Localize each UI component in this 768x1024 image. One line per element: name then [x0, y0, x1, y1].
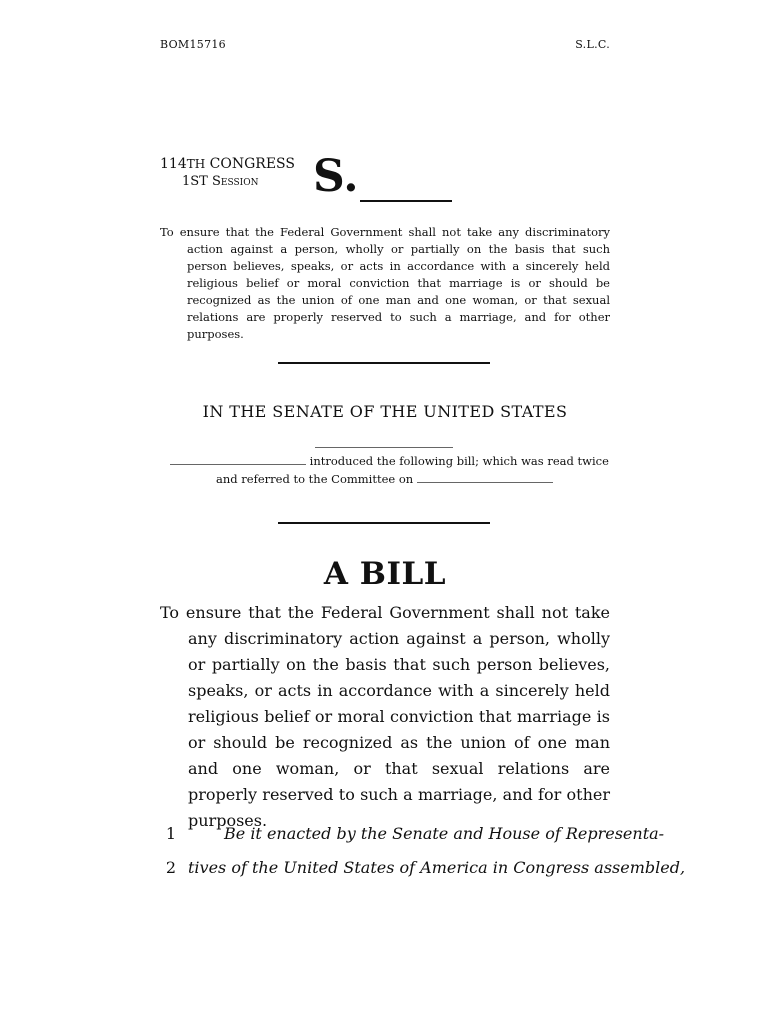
- date-blank: [315, 447, 453, 448]
- referral-text: and referred to the Committee on: [216, 472, 414, 486]
- short-purpose: To ensure that the Federal Government shall not take any discriminatory action against a person, wholly or partially on the basis that such person believes, speaks, or acts in accordance with a sincerely held religious belief or moral conviction that marriage is or should be recognized as the union of one man and one woman, or that sexual relations are properly reserved to such a marriage, and for other purposes.: [160, 225, 610, 341]
- bill-title: A BILL: [323, 556, 447, 592]
- session-number: 1: [182, 174, 191, 189]
- document-id: BOM15716: [160, 38, 226, 51]
- committee-blank: [417, 471, 553, 483]
- introduction-statement: [160, 452, 610, 488]
- congress-number: 114: [160, 156, 187, 172]
- congress-suffix: TH: [186, 157, 206, 171]
- enacting-clause-text: tives of the United States of America in Congress assembled,: [188, 858, 686, 877]
- introduction-line-1: [160, 452, 610, 470]
- congress-line: [160, 156, 295, 173]
- session-line: [160, 173, 295, 190]
- enacting-clause-text: Be it enacted by the Senate and House of Representa-: [224, 824, 665, 843]
- office-code: S.L.C.: [575, 38, 610, 51]
- sponsor-blank: [170, 453, 306, 465]
- long-purpose: To ensure that the Federal Government shall not take any discriminatory action against a person, wholly or partially on the basis that such person believes, speaks, or acts in accordance with a sincerely held religious belief or moral conviction that marriage is or should be recognized as the union of one man and one woman, or that sexual relations are properly reserved to such a marriage, and for other purposes.: [160, 603, 610, 830]
- congress-session-block: [160, 156, 295, 190]
- introduction-text: introduced the following bill; which was read twice: [309, 454, 609, 468]
- divider-rule: [278, 522, 490, 524]
- bill-number: S.: [313, 151, 359, 202]
- introduction-line-2: [160, 470, 610, 488]
- bill-number-blank: [360, 200, 452, 202]
- chamber-heading: IN THE SENATE OF THE UNITED STATES: [202, 402, 568, 421]
- divider-rule: [278, 362, 490, 364]
- line-number: 2: [165, 858, 176, 877]
- line-number: 1: [165, 824, 176, 843]
- session-word: Session: [212, 174, 259, 189]
- session-suffix: ST: [190, 174, 208, 189]
- congress-word: CONGRESS: [209, 156, 295, 172]
